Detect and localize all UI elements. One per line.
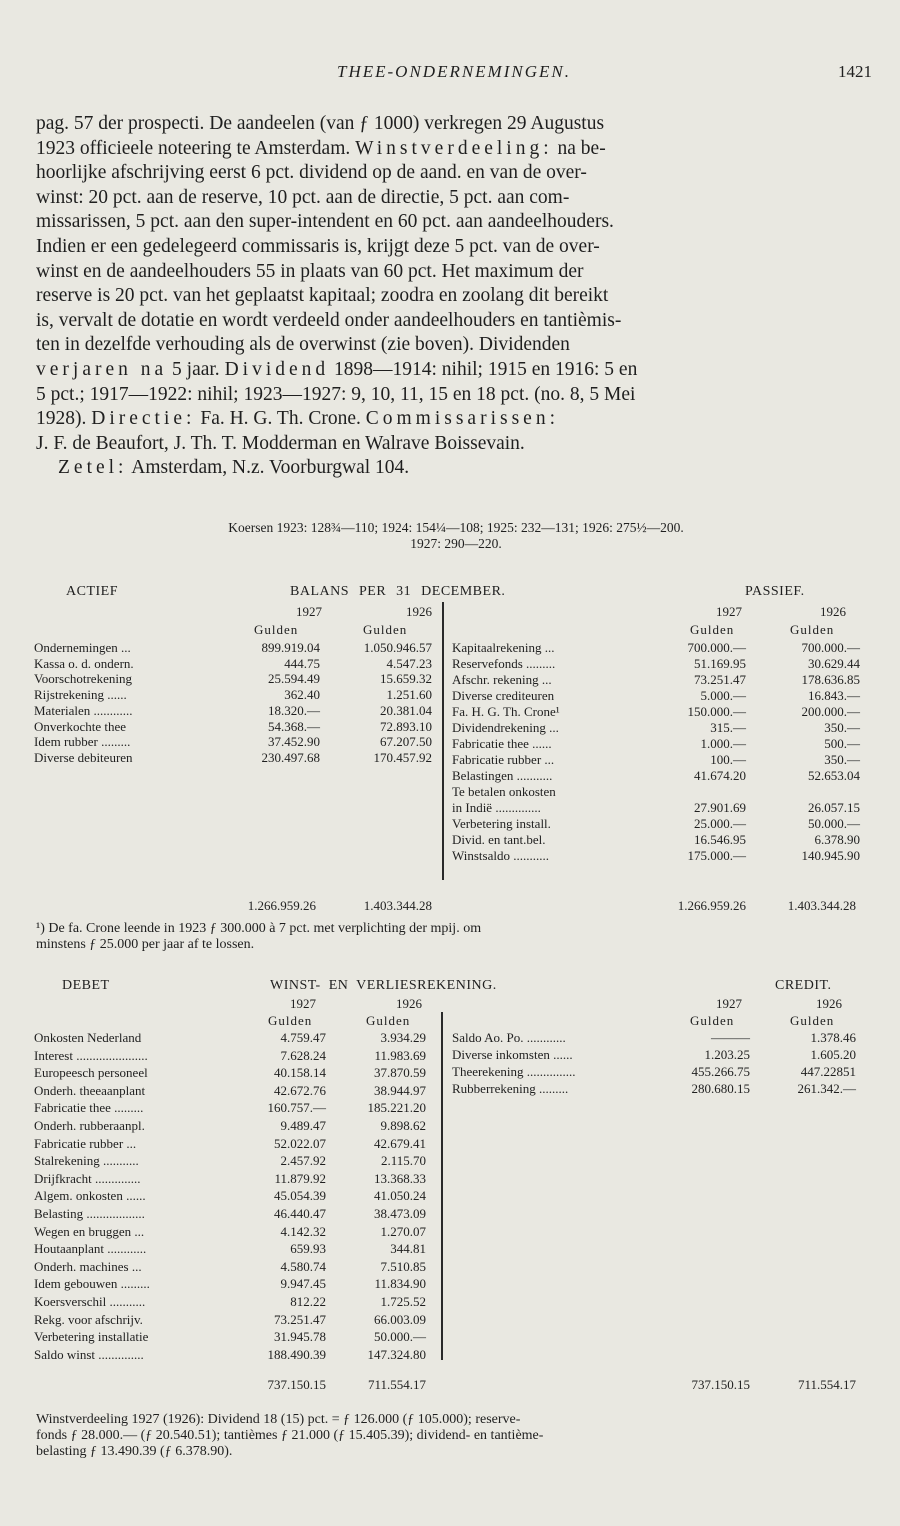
value-1927: 659.93	[290, 1241, 326, 1257]
value-1926: 38.473.09	[374, 1206, 426, 1221]
row-label: Divid. en tant.bel.	[452, 832, 546, 847]
column-divider	[442, 602, 444, 880]
value-1926: 9.898.62	[380, 1118, 426, 1133]
value-1927: 4.580.74	[280, 1258, 326, 1274]
value-1927: 37.452.90	[268, 734, 320, 750]
row-label: Fabricatie thee ......	[452, 736, 552, 751]
credit-title: CREDIT.	[775, 978, 832, 993]
text-line	[36, 432, 872, 457]
value-1927: 2.457.92	[280, 1153, 326, 1169]
row-label: Materialen ............	[34, 702, 133, 718]
value-1926: 6.378.90	[814, 832, 860, 847]
value-1927: 31.945.78	[274, 1329, 326, 1345]
value-1926: 4.547.23	[386, 655, 432, 671]
footnote-line: minstens ƒ 25.000 per jaar af te lossen.	[36, 937, 255, 952]
text-line	[36, 284, 872, 309]
value-1926: 41.050.24	[374, 1188, 426, 1204]
text: reserve is 20 pct. van het geplaatst kapitaal; zoodra en zoolang dit bereikt	[36, 285, 609, 307]
value-1926: 11.983.69	[374, 1047, 426, 1063]
value-1926: 178.636.85	[801, 672, 860, 687]
text-line	[36, 137, 872, 162]
value-1926: 500.—	[824, 736, 860, 751]
dividend-label: Dividend	[224, 358, 330, 380]
value-1927: 46.440.47	[274, 1206, 326, 1221]
value-1927: 73.251.47	[694, 672, 746, 687]
company-description	[36, 112, 872, 481]
col-year: 1927	[290, 996, 316, 1011]
value-1926: 66.003.09	[374, 1311, 426, 1327]
value-1926: 50.000.—	[808, 816, 860, 831]
col-unit: Gulden	[366, 1013, 411, 1028]
row-label: Onkosten Nederland	[34, 1030, 142, 1045]
row-label: Onderh. rubberaanpl.	[34, 1118, 145, 1133]
row-label: Onderh. machines ...	[34, 1258, 142, 1274]
value-1927: 455.266.75	[691, 1064, 750, 1079]
value-1926: 147.324.80	[367, 1346, 426, 1362]
text-line	[36, 407, 872, 432]
text-line	[36, 456, 872, 481]
value-1926: 3.934.29	[380, 1030, 426, 1045]
row-label: Europeesch personeel	[34, 1065, 148, 1081]
col-year: 1926	[406, 604, 432, 619]
value-1927: 4.759.47	[280, 1030, 326, 1045]
col-year: 1927	[296, 604, 322, 619]
row-label: Fa. H. G. Th. Crone¹	[452, 704, 560, 719]
col-year: 1926	[820, 604, 846, 619]
value-1926: 42.679.41	[374, 1135, 426, 1151]
value-1926: 11.834.90	[374, 1276, 426, 1292]
value-1926: 261.342.—	[797, 1081, 856, 1096]
actief-title: ACTIEF	[66, 584, 118, 599]
value-1926: 200.000.—	[801, 704, 860, 719]
commissarissen-label: Commissarissen:	[365, 408, 559, 430]
value-1927: 444.75	[284, 655, 320, 671]
row-label: Saldo Ao. Po. ............	[452, 1030, 566, 1045]
value-1926: 447.22851	[800, 1064, 856, 1079]
row-label: Afschr. rekening ...	[452, 672, 552, 687]
text: 1898—1914: nihil; 1915 en 1916: 5 en	[334, 358, 638, 380]
value-1926: 2.115.70	[380, 1153, 426, 1169]
total-credit-1926: 711.554.17	[797, 1377, 856, 1392]
value-1926: 1.050.946.57	[363, 640, 432, 655]
text-line	[36, 260, 872, 285]
value-1927: 700.000.—	[687, 640, 746, 655]
value-1926: 350.—	[824, 752, 860, 767]
row-label: Dividendrekening ...	[452, 720, 559, 735]
row-label: Kassa o. d. ondern.	[34, 655, 134, 671]
profit-distribution	[36, 1412, 872, 1460]
col-unit: Gulden	[790, 1013, 835, 1028]
value-1927: 25.000.—	[694, 816, 746, 831]
value-1926: 37.870.59	[374, 1065, 426, 1081]
footnote	[36, 921, 872, 953]
value-1927: 1.203.25	[704, 1047, 750, 1062]
value-1927: 42.672.76	[274, 1082, 326, 1098]
col-unit: Gulden	[690, 1013, 735, 1028]
winstverdeeling-label: Winstverdeeling:	[355, 137, 553, 159]
col-year: 1926	[396, 996, 422, 1011]
row-label: Kapitaalrekening ...	[452, 640, 555, 655]
price-history	[62, 520, 850, 552]
value-1927: 160.757.—	[267, 1100, 326, 1116]
value-1927: 16.546.95	[694, 832, 746, 847]
value-1926: 13.368.33	[374, 1170, 426, 1186]
row-label: Interest ......................	[34, 1047, 148, 1063]
text-line	[36, 210, 872, 235]
text: winst en de aandeelhouders 55 in plaats van 60 pct. Het maximum der	[36, 260, 584, 282]
text: ten in dezelfde verhouding als de overwinst (zie boven). Dividenden	[36, 334, 570, 356]
value-1926: 1.378.46	[810, 1030, 856, 1045]
value-1926: 20.381.04	[380, 702, 432, 718]
row-label: Verbetering install.	[452, 816, 551, 831]
col-unit: Gulden	[790, 622, 835, 637]
value-1927: 5.000.—	[700, 688, 746, 703]
total-passief-1927: 1.266.959.26	[677, 898, 746, 913]
col-year: 1927	[716, 604, 742, 619]
total-debet-1926: 711.554.17	[367, 1377, 426, 1392]
row-label: Idem gebouwen .........	[34, 1276, 150, 1292]
value-1926: 140.945.90	[801, 848, 860, 863]
closing-line: fonds ƒ 28.000.— (ƒ 20.540.51); tantièmes ƒ 21.000 (ƒ 15.405.39); dividend- en tantième-	[36, 1428, 544, 1443]
row-label: Belastingen ...........	[452, 768, 553, 783]
balans-title: BALANS PER 31 DECEMBER.	[290, 584, 506, 599]
text-line	[36, 186, 872, 211]
verjaren-label: verjaren na	[36, 358, 168, 380]
value-1927: 27.901.69	[694, 800, 746, 815]
passief-title: PASSIEF.	[745, 584, 805, 599]
row-label: Wegen en bruggen ...	[34, 1223, 145, 1239]
value-1927: 899.919.04	[261, 640, 320, 655]
running-title: THEE-ONDERNEMINGEN.	[337, 62, 571, 81]
value-1926: 72.893.10	[380, 718, 432, 734]
value-1927: 315.—	[710, 720, 746, 735]
text-line	[36, 235, 872, 260]
col-unit: Gulden	[268, 1013, 313, 1028]
koersen-line: 1927: 290—220.	[410, 536, 502, 551]
text-line	[36, 309, 872, 334]
text-line	[36, 112, 872, 137]
footnote-line: ¹) De fa. Crone leende in 1923 ƒ 300.000 à 7 pct. met verplichting der mpij. om	[36, 921, 482, 936]
row-label: Rijstrekening ......	[34, 687, 127, 703]
koersen-line: Koersen 1923: 128¾—110; 1924: 154¼—108; 1925: 232—131; 1926: 275½—200.	[228, 520, 684, 535]
text-line	[36, 333, 872, 358]
row-label: Diverse crediteuren	[452, 688, 555, 703]
value-1926: 7.510.85	[380, 1258, 426, 1274]
row-label: Reservefonds .........	[452, 656, 556, 671]
text: Fa. H. G. Th. Crone.	[200, 408, 361, 430]
row-label: Fabricatie rubber ...	[34, 1135, 137, 1151]
row-label: Koersverschil ...........	[34, 1294, 146, 1309]
value-1927: 230.497.68	[261, 749, 320, 765]
page-header	[36, 62, 872, 84]
value-1927: 280.680.15	[691, 1081, 750, 1096]
closing-line: Winstverdeeling 1927 (1926): Dividend 18 (15) pct. = ƒ 126.000 (ƒ 105.000); reserve-	[36, 1412, 521, 1427]
closing-line: belasting ƒ 13.490.39 (ƒ 6.378.90).	[36, 1444, 233, 1459]
row-label: Rekg. voor afschrijv.	[34, 1311, 143, 1327]
value-1926: 1.251.60	[386, 687, 432, 703]
text: J. F. de Beaufort, J. Th. T. Modderman en Walrave Boissevain.	[36, 432, 525, 454]
text: na be-	[557, 137, 606, 159]
value-1927: 40.158.14	[274, 1065, 326, 1081]
total-actief-1926: 1.403.344.28	[363, 898, 432, 913]
row-label: Idem rubber .........	[34, 734, 131, 750]
text: winst: 20 pct. aan de reserve, 10 pct. aan de directie, 5 pct. aan com-	[36, 186, 570, 208]
value-1927: 812.22	[290, 1294, 326, 1309]
directie-label: Directie:	[91, 408, 196, 430]
col-unit: Gulden	[254, 622, 299, 637]
value-1927: 73.251.47	[274, 1311, 326, 1327]
row-label: Winstsaldo ...........	[452, 848, 549, 863]
value-1927: 150.000.—	[687, 704, 746, 719]
value-1926: 350.—	[824, 720, 860, 735]
value-1926: 344.81	[390, 1241, 426, 1257]
text: 5 pct.; 1917—1922: nihil; 1923—1927: 9, 10, 11, 15 en 18 pct. (no. 8, 5 Mei	[36, 383, 636, 405]
row-label: Onderh. theeaanplant	[34, 1082, 146, 1098]
value-1926: 26.057.15	[808, 800, 860, 815]
value-1926: 1.605.20	[810, 1047, 856, 1062]
row-label: Algem. onkosten ......	[34, 1188, 146, 1204]
value-1926: 50.000.—	[374, 1329, 426, 1345]
value-1927: 11.879.92	[274, 1170, 326, 1186]
row-label: Diverse debiteuren	[34, 749, 133, 765]
debet-title: DEBET	[62, 978, 110, 993]
col-unit: Gulden	[690, 622, 735, 637]
text: 1923 officieele noteering te Amsterdam.	[36, 137, 351, 159]
row-label: Verbetering installatie	[34, 1329, 149, 1345]
row-label: Saldo winst ..............	[34, 1346, 144, 1362]
value-1927: 51.169.95	[694, 656, 746, 671]
value-1926: 1.725.52	[380, 1294, 426, 1309]
text: pag. 57 der prospecti. De aandeelen (van ƒ 1000) verkregen 29 Augustus	[36, 113, 605, 134]
row-label: Fabricatie thee .........	[34, 1100, 144, 1116]
row-label: Diverse inkomsten ......	[452, 1047, 573, 1062]
value-1926: 185.221.20	[367, 1100, 426, 1116]
value-1926: 700.000.—	[801, 640, 860, 655]
value-1927: 45.054.39	[274, 1188, 326, 1204]
page-number: 1421	[838, 62, 872, 81]
value-1926: 1.270.07	[380, 1223, 426, 1239]
text: Indien er een gedelegeerd commissaris is, krijgt deze 5 pct. van de over-	[36, 235, 600, 257]
value-1927: 52.022.07	[274, 1135, 326, 1151]
zetel-label: Zetel:	[58, 457, 128, 479]
value-1926: 52.653.04	[808, 768, 860, 783]
value-1927: 188.490.39	[267, 1346, 326, 1362]
col-year: 1926	[816, 996, 842, 1011]
value-1927: ———	[711, 1030, 750, 1045]
value-1927: 9.947.45	[280, 1276, 326, 1292]
text: missarissen, 5 pct. aan den super-intendent en 60 pct. aan aandeelhouders.	[36, 211, 614, 233]
total-credit-1927: 737.150.15	[691, 1377, 750, 1392]
text-line	[36, 358, 872, 383]
col-unit: Gulden	[363, 622, 408, 637]
total-debet-1927: 737.150.15	[267, 1377, 326, 1392]
row-label: Stalrekening ...........	[34, 1153, 139, 1169]
value-1926: 30.629.44	[808, 656, 860, 671]
value-1926: 67.207.50	[380, 734, 432, 750]
value-1927: 18.320.—	[268, 702, 320, 718]
value-1926: 15.659.32	[380, 671, 432, 687]
value-1926: 170.457.92	[373, 749, 432, 765]
text: Amsterdam, N.z. Voorburgwal 104.	[131, 457, 410, 479]
value-1927: 41.674.20	[694, 768, 746, 783]
row-label: Voorschotrekening	[34, 671, 132, 687]
row-label: Te betalen onkosten	[452, 784, 556, 799]
value-1927: 175.000.—	[687, 848, 746, 863]
text: 1928).	[36, 408, 87, 430]
value-1927: 362.40	[284, 687, 320, 703]
row-label: Houtaanplant ............	[34, 1241, 147, 1257]
col-year: 1927	[716, 996, 742, 1011]
text: is, vervalt de dotatie en wordt verdeeld onder aandeelhouders en tantièmis-	[36, 309, 622, 331]
value-1927: 25.594.49	[268, 671, 320, 687]
row-label: Rubberrekening .........	[452, 1081, 569, 1096]
wv-title: WINST- EN VERLIESREKENING.	[270, 978, 497, 993]
value-1927: 54.368.—	[268, 718, 320, 734]
text: hoorlijke afschrijving eerst 6 pct. dividend op de aand. en van de over-	[36, 162, 587, 184]
row-label: in Indië ..............	[452, 800, 541, 815]
column-divider	[441, 1012, 443, 1360]
row-label: Ondernemingen ...	[34, 640, 131, 655]
row-label: Theerekening ...............	[452, 1064, 576, 1079]
total-actief-1927: 1.266.959.26	[247, 898, 316, 913]
text: 5 jaar.	[172, 358, 220, 380]
value-1927: 9.489.47	[280, 1118, 326, 1133]
row-label: Drijfkracht ..............	[34, 1170, 141, 1186]
row-label: Fabricatie rubber ...	[452, 752, 555, 767]
value-1927: 1.000.—	[700, 736, 746, 751]
row-label: Belasting ..................	[34, 1206, 145, 1221]
value-1927: 4.142.32	[280, 1223, 326, 1239]
row-label: Onverkochte thee	[34, 718, 127, 734]
value-1926: 16.843.—	[808, 688, 860, 703]
text-line	[36, 161, 872, 186]
value-1926: 38.944.97	[374, 1082, 426, 1098]
total-passief-1926: 1.403.344.28	[787, 898, 856, 913]
value-1927: 7.628.24	[280, 1047, 326, 1063]
text-line	[36, 383, 872, 408]
value-1927: 100.—	[710, 752, 746, 767]
